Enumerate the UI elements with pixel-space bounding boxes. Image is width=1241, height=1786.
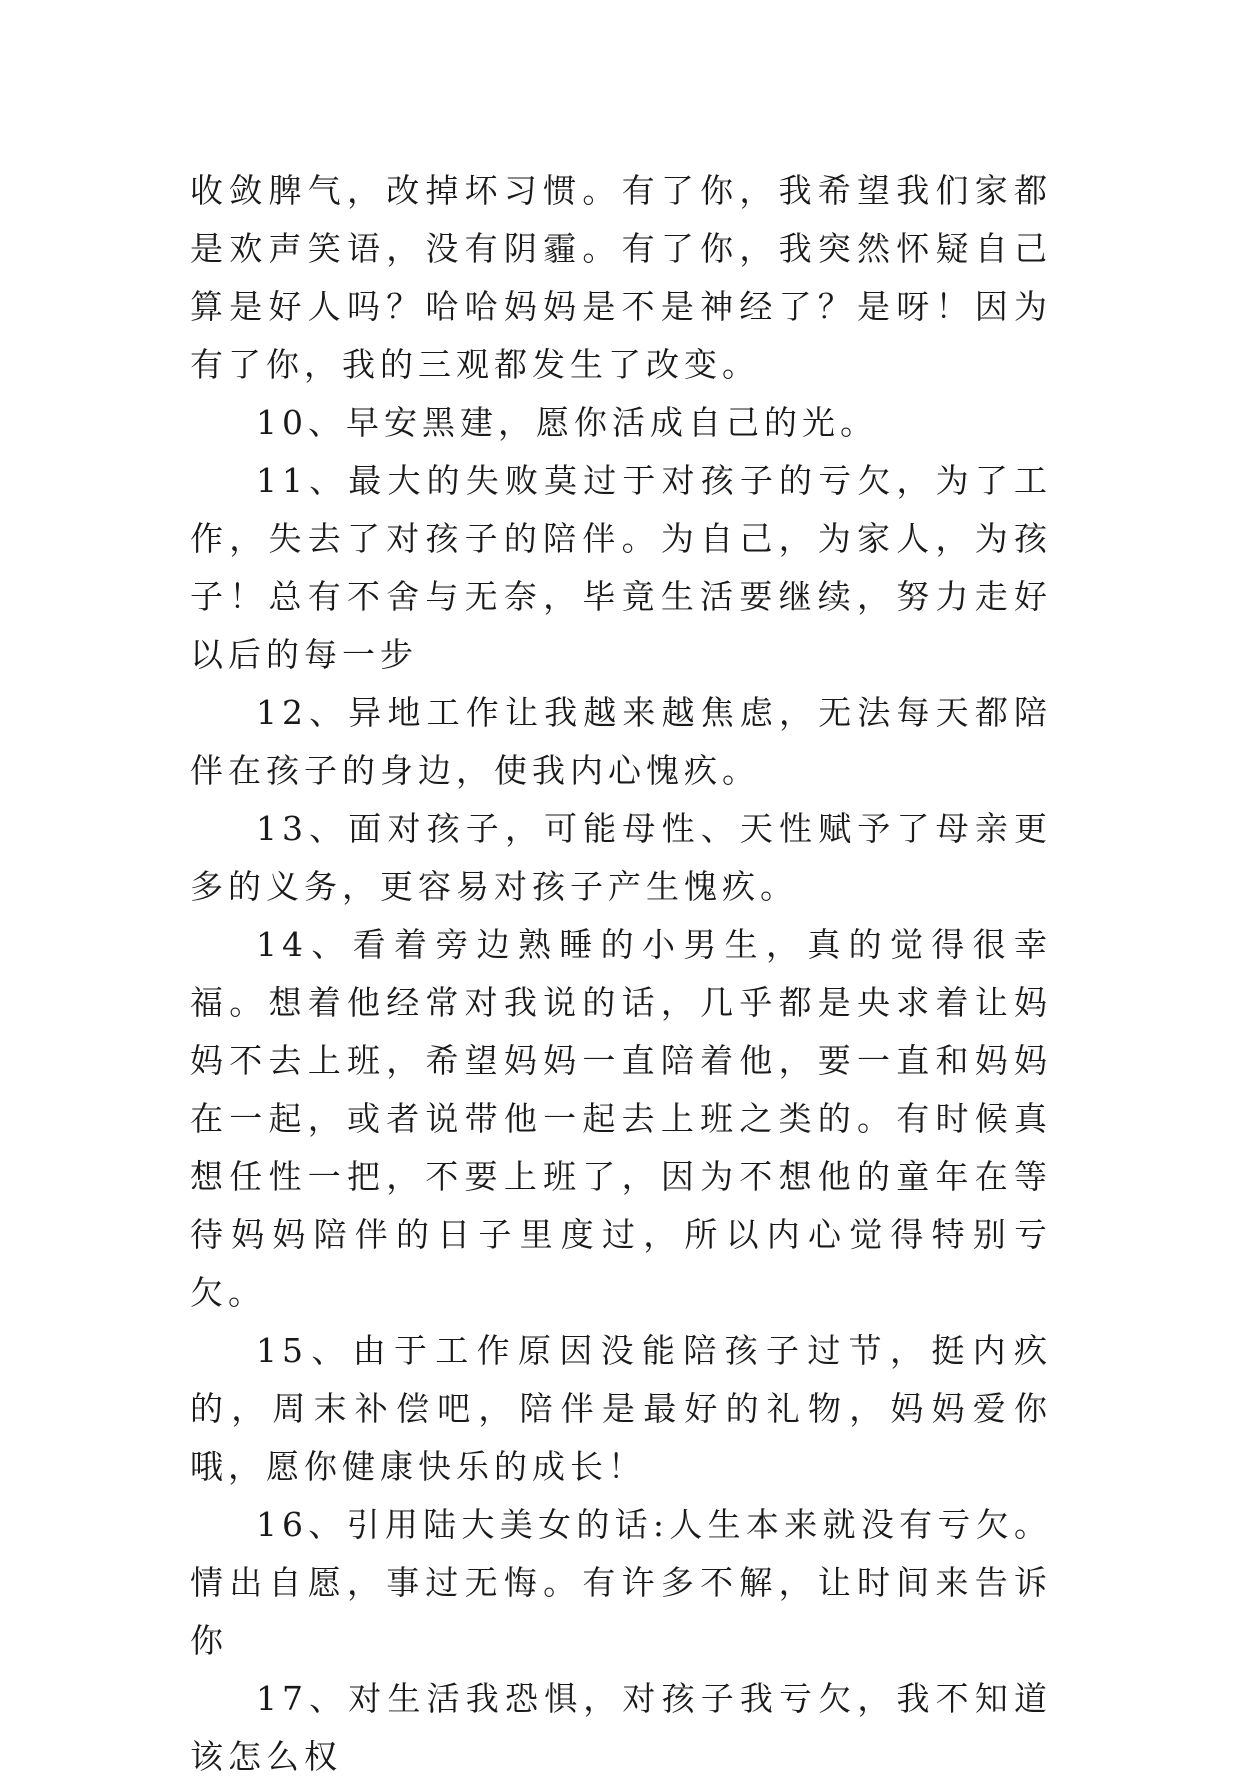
paragraph-item-17: 17、对生活我恐惧，对孩子我亏欠，我不知道该怎么权 bbox=[190, 1679, 1052, 1776]
paragraph-item-12: 12、异地工作让我越来越焦虑，无法每天都陪伴在孩子的身边，使我内心愧疚。 bbox=[190, 693, 1052, 790]
body-text bbox=[190, 162, 1052, 1786]
paragraph-item-13: 13、面对孩子，可能母性、天性赋予了母亲更多的义务，更容易对孩子产生愧疚。 bbox=[190, 809, 1052, 906]
paragraph-item-16: 16、引用陆大美女的话:人生本来就没有亏欠。情出自愿，事过无悔。有许多不解，让时间来告诉你 bbox=[190, 1505, 1052, 1660]
paragraph-item-11: 11、最大的失败莫过于对孩子的亏欠，为了工作，失去了对孩子的陪伴。为自己，为家人，为孩子！总有不舍与无奈，毕竟生活要继续，努力走好以后的每一步 bbox=[190, 461, 1052, 674]
paragraph-continuation: 收敛脾气，改掉坏习惯。有了你，我希望我们家都是欢声笑语，没有阴霾。有了你，我突然怀疑自己算是好人吗？哈哈妈妈是不是神经了？是呀！因为有了你，我的三观都发生了改变。 bbox=[190, 171, 1052, 384]
paragraph-item-10: 10、早安黑建，愿你活成自己的光。 bbox=[256, 403, 878, 442]
paragraph-item-15: 15、由于工作原因没能陪孩子过节，挺内疚的，周末补偿吧，陪伴是最好的礼物，妈妈爱你哦，愿你健康快乐的成长！ bbox=[190, 1331, 1052, 1486]
paragraph-item-14: 14、看着旁边熟睡的小男生，真的觉得很幸福。想着他经常对我说的话，几乎都是央求着让妈妈不去上班，希望妈妈一直陪着他，要一直和妈妈在一起，或者说带他一起去上班之类的。有时候真想任性一把，不要上班了，因为不想他的童年在等待妈妈陪伴的日子里度过，所以内心觉得特别亏欠。 bbox=[190, 925, 1052, 1312]
